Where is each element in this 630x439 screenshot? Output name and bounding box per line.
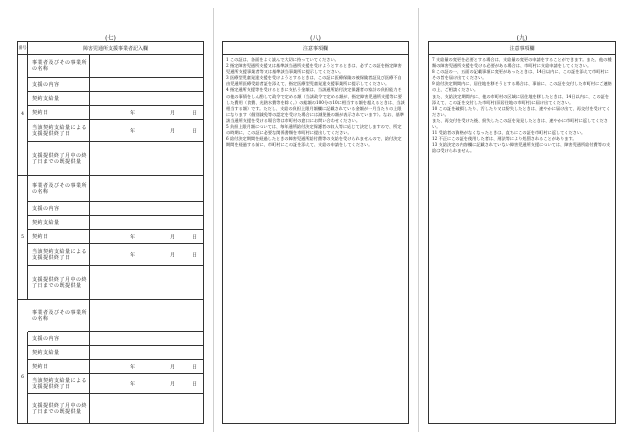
table-row bbox=[28, 266, 203, 300]
note-item: 7 支給量の変更を必要とする場合は、支給量の変更の申請をすることができます。また、他の種類の障害児通所支援を受ける必要がある場合は、市町村に支給申請をしてください。 bbox=[432, 57, 612, 69]
note-item: 12 不正にこの証を使用した者は、刑法等により処罰されることがあります。 bbox=[432, 136, 577, 142]
table-row bbox=[28, 244, 203, 266]
number-header: 番号 bbox=[18, 42, 28, 54]
note-item: 8 この証の一、五面の記載事項に変更があったときは、14日以内に、この証を添えて市町村にその旨を届け出てください。 bbox=[432, 69, 609, 81]
note-item: また、支給決定期間内に、他の市町村の区域に居住地を移したときは、14日以内に、この証を添えて、この証を交付した市町村(旧居住地の市町村)に届け出てください。 bbox=[432, 93, 610, 105]
entry-block bbox=[18, 54, 203, 176]
provided-amount-field[interactable] bbox=[90, 266, 203, 300]
note-item: 11 受給者の資格がなくなったときは、直ちにこの証を市町村に返してください。 bbox=[432, 130, 586, 136]
contract-amount-label: 契約支給量 bbox=[28, 92, 90, 105]
note-item: また、再交付を受けた後、紛失したこの証を発見したときは、速やかに市町村に返してください。 bbox=[432, 117, 608, 130]
business-name-field[interactable] bbox=[90, 54, 203, 77]
support-end-date-label: 当該契約支給量による支援提供終了日 bbox=[28, 244, 90, 265]
provided-amount-label: 支援提供終了月中の終了日までの既提供量 bbox=[28, 394, 90, 423]
notes-header: 注意事項欄 bbox=[223, 42, 408, 55]
contract-date-label: 契約日 bbox=[28, 106, 90, 119]
note-item: 3 医療型児童発達支援を受けようとするときは、この証に医療保険の被保険者証及び医療不自由児通所医療受給者証を添えて、指定医療型児童発達支援事業所に提示してください。 bbox=[226, 75, 402, 87]
notes-list bbox=[226, 57, 405, 148]
month-unit: 月 bbox=[170, 364, 176, 370]
entry-block bbox=[18, 176, 203, 300]
contract-date-label: 契約日 bbox=[28, 230, 90, 243]
support-end-date-field[interactable] bbox=[90, 120, 203, 141]
contract-date-field[interactable] bbox=[90, 360, 203, 373]
contract-date-label: 契約日 bbox=[28, 360, 90, 373]
note-item: 13 支給決定の内容欄に記載されていない障害児通所支援については、障害児通所給付費等の支給は受けられません。 bbox=[432, 142, 611, 154]
provider-entry-table bbox=[17, 41, 204, 424]
provided-amount-label: 支援提供終了月中の終了日までの既提供量 bbox=[28, 142, 90, 176]
table-row bbox=[28, 92, 203, 106]
table-row bbox=[28, 216, 203, 230]
note-item: 2 指定障害児通所支援又は基準該当通所支援を受けようとするときは、必ずこの証を指定障害児通所支援事業者等又は基準該当事業所に提示してください。 bbox=[226, 63, 402, 75]
table-row bbox=[28, 120, 203, 142]
month-unit: 月 bbox=[170, 234, 176, 240]
month-unit: 月 bbox=[170, 252, 176, 258]
fold-line bbox=[418, 8, 419, 432]
table-row bbox=[28, 360, 203, 374]
contract-date-field[interactable] bbox=[90, 230, 203, 243]
entry-block bbox=[18, 309, 203, 423]
day-unit: 日 bbox=[192, 234, 198, 240]
support-end-date-label: 当該契約支給量による支援提供終了日 bbox=[28, 120, 90, 141]
entry-number: 5 bbox=[18, 176, 28, 299]
table-row bbox=[28, 374, 203, 394]
year-unit: 年 bbox=[130, 110, 136, 116]
fold-line bbox=[213, 8, 214, 432]
table-row bbox=[28, 346, 203, 360]
contract-amount-field[interactable] bbox=[90, 92, 203, 105]
support-content-label: 支援の内容 bbox=[28, 78, 90, 91]
note-item: 6 給付決定期間を経過したときの障害児通所給付費等の支給を受けられませんので、給付決定期間を経過する前に、市町村にこの証を添えて、支給の申請をしてください。 bbox=[226, 136, 402, 148]
table-row bbox=[28, 142, 203, 176]
year-unit: 年 bbox=[130, 252, 136, 258]
support-content-label: 支援の内容 bbox=[28, 202, 90, 215]
support-content-label: 支援の内容 bbox=[28, 332, 90, 345]
day-unit: 日 bbox=[192, 364, 198, 370]
provided-amount-field[interactable] bbox=[90, 394, 203, 423]
table-row bbox=[28, 394, 203, 423]
table-title: 障害児通所支援事業者記入欄 bbox=[82, 45, 148, 52]
table-row bbox=[28, 202, 203, 216]
contract-date-field[interactable] bbox=[90, 106, 203, 119]
business-name-field[interactable] bbox=[90, 176, 203, 201]
provided-amount-label: 支援提供終了月中の終了日までの既提供量 bbox=[28, 266, 90, 300]
notes-panel-9 bbox=[428, 41, 616, 424]
day-unit: 日 bbox=[192, 381, 198, 387]
year-unit: 年 bbox=[130, 234, 136, 240]
business-name-label: 事業者及びその事業所の名称 bbox=[28, 300, 90, 331]
notes-header: 注意事項欄 bbox=[429, 42, 615, 55]
business-name-field[interactable] bbox=[90, 300, 203, 331]
year-unit: 年 bbox=[130, 364, 136, 370]
table-row bbox=[28, 54, 203, 78]
entry-number: 6 bbox=[18, 332, 28, 423]
day-unit: 日 bbox=[192, 110, 198, 116]
support-end-date-field[interactable] bbox=[90, 244, 203, 265]
note-item: 10 この証を破損したり、汚したり又は紛失したときは、速やかに届け出て、再交付を受けてください。 bbox=[432, 105, 611, 117]
table-row bbox=[28, 230, 203, 244]
business-name-label: 事業者及びその事業所の名称 bbox=[28, 54, 90, 77]
support-end-date-field[interactable] bbox=[90, 374, 203, 393]
contract-amount-field[interactable] bbox=[90, 346, 203, 359]
note-item: 1 この証は、各面をよく読んで大切に持っていてください。 bbox=[226, 57, 339, 62]
note-item: 4 指定通所支援等を受けるときに支払う金額は、当該通所給付決定保護者の家計の負担能力その他の事情をしん酌して政令で定める額（当該政令で定める額が、指定障害児通所支援等に要した費用（食費、光熱水費等を除く。）の総額の100分の10に相当する額を超えるときは、当該相当する額）です。ただし、支給の負担上限月額欄に記載されている金額が一月当たりの上限になります（個別減免等の認定を受けた場合には減免後の額が表示されています）。なお、基準該当通所支援を受ける場合等は市町村の窓口にお問い合わせください。 bbox=[226, 87, 405, 123]
month-unit: 月 bbox=[170, 128, 176, 134]
table-row bbox=[28, 332, 203, 346]
contract-amount-label: 契約支給量 bbox=[28, 346, 90, 359]
support-content-field[interactable] bbox=[90, 202, 203, 215]
table-row bbox=[28, 176, 203, 202]
panel-label-9: (九) bbox=[516, 35, 528, 42]
entry-number: 4 bbox=[18, 54, 28, 175]
table-row bbox=[28, 78, 203, 92]
contract-amount-field[interactable] bbox=[90, 216, 203, 229]
business-name-label: 事業者及びその事業所の名称 bbox=[28, 176, 90, 201]
notes-panel-8 bbox=[222, 41, 409, 424]
table-row bbox=[28, 300, 203, 332]
support-end-date-label: 当該契約支給量による支援提供終了日 bbox=[28, 374, 90, 393]
day-unit: 日 bbox=[192, 128, 198, 134]
year-unit: 年 bbox=[130, 381, 136, 387]
support-content-field[interactable] bbox=[90, 78, 203, 91]
note-item: 9 給付決定期間内に、居住地を移そうとする場合は、事前に、この証を交付した市町村にご連絡の上、ご相談ください。 bbox=[432, 81, 612, 93]
support-content-field[interactable] bbox=[90, 332, 203, 345]
panel-label-7: (七) bbox=[105, 35, 116, 42]
note-item: 5 負担上限月額については、毎年通所給付決定保護者の収入等に応じて決定しますので、所定の時期に、この証に必要な関係書類を市町村に提出してください。 bbox=[226, 124, 402, 136]
notes-list bbox=[432, 57, 612, 155]
panel-label-8: (八) bbox=[310, 35, 321, 42]
contract-amount-label: 契約支給量 bbox=[28, 216, 90, 229]
year-unit: 年 bbox=[130, 128, 136, 134]
day-unit: 日 bbox=[192, 252, 198, 258]
provided-amount-field[interactable] bbox=[90, 142, 203, 176]
table-row bbox=[28, 106, 203, 120]
month-unit: 月 bbox=[170, 110, 176, 116]
month-unit: 月 bbox=[170, 381, 176, 387]
